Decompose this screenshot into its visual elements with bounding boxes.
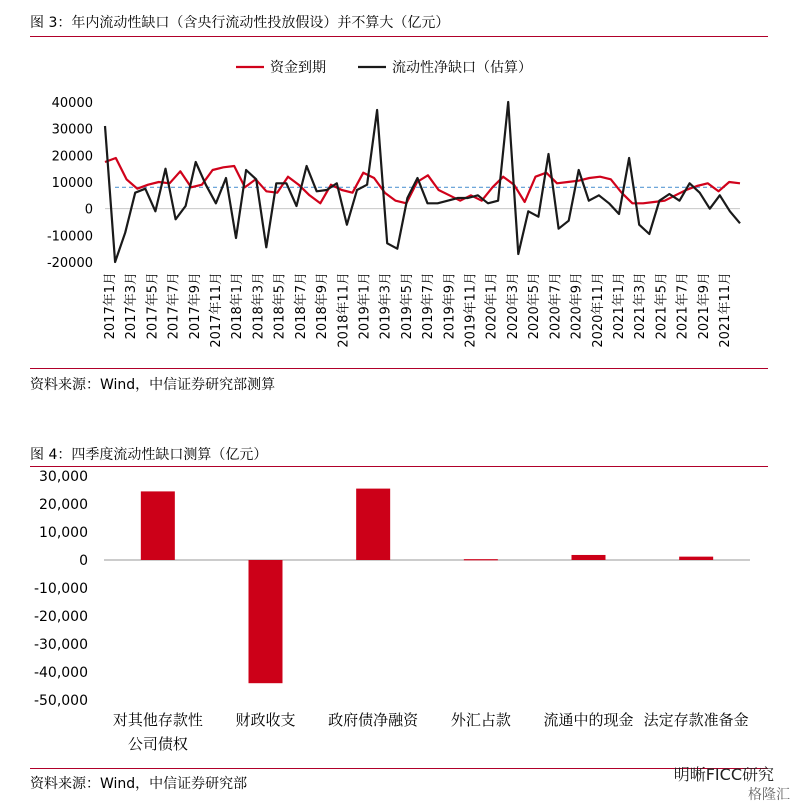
x-tick-label: 2021年5月 bbox=[654, 272, 670, 340]
bar bbox=[141, 491, 175, 560]
watermark-brand: 明晰FICC研究 bbox=[673, 765, 774, 784]
x-tick-label: 2020年9月 bbox=[569, 272, 585, 340]
x-tick-label: 政府债净融资 bbox=[328, 711, 419, 729]
bar bbox=[679, 557, 713, 560]
x-tick-label: 2021年11月 bbox=[718, 272, 733, 348]
x-tick-label: 2021年7月 bbox=[675, 272, 691, 340]
x-tick-label: 财政收支 bbox=[235, 711, 296, 729]
y-tick-label: 30,000 bbox=[39, 469, 88, 485]
y-tick-label: 30000 bbox=[51, 122, 93, 138]
y-tick-label: 40000 bbox=[51, 96, 93, 111]
bar bbox=[572, 555, 606, 560]
x-tick-label: 对其他存款性 bbox=[112, 711, 203, 729]
x-tick-label: 2019年9月 bbox=[442, 271, 458, 340]
bar-chart bbox=[0, 468, 804, 768]
watermark-sub: 格隆汇 bbox=[748, 787, 790, 803]
y-tick-label: 10,000 bbox=[39, 525, 88, 541]
x-tick-label: 2017年9月 bbox=[187, 272, 203, 340]
x-tick-label: 流通中的现金 bbox=[543, 711, 634, 729]
bar bbox=[464, 559, 498, 560]
x-tick-label: 2018年3月 bbox=[251, 272, 267, 340]
x-tick-label: 2019年3月 bbox=[378, 272, 394, 340]
x-tick-label: 2018年7月 bbox=[293, 272, 309, 340]
x-tick-label: 外汇占款 bbox=[450, 711, 511, 729]
figure3-top-rule bbox=[30, 36, 768, 37]
y-tick-label: 20,000 bbox=[39, 497, 88, 513]
x-tick-label: 2017年5月 bbox=[145, 272, 161, 340]
y-tick-label: -20000 bbox=[46, 256, 93, 271]
figure4-bottom-rule bbox=[30, 768, 768, 769]
x-tick-label: 2020年1月 bbox=[484, 271, 500, 340]
figure4-source: 资料来源：Wind，中信证券研究部 bbox=[30, 776, 248, 792]
x-tick-label: 2021年3月 bbox=[633, 272, 649, 340]
bar bbox=[249, 560, 283, 683]
x-tick-label: 公司债权 bbox=[127, 735, 188, 753]
x-tick-label: 2018年1月 bbox=[230, 272, 246, 340]
y-tick-label: -40,000 bbox=[33, 665, 88, 681]
x-tick-label: 2017年3月 bbox=[124, 272, 140, 340]
x-tick-label: 2017年7月 bbox=[166, 272, 182, 340]
bar bbox=[356, 489, 390, 560]
y-tick-label: -50,000 bbox=[33, 693, 88, 709]
y-tick-label: 0 bbox=[84, 202, 93, 218]
figure3-title: 图 3：年内流动性缺口（含央行流动性投放假设）并不算大（亿元） bbox=[30, 15, 450, 31]
y-tick-label: 0 bbox=[79, 553, 88, 569]
x-tick-label: 2018年11月 bbox=[336, 272, 352, 348]
y-tick-label: -30,000 bbox=[33, 637, 88, 653]
series-line-2 bbox=[105, 102, 740, 262]
legend-label-2: 流动性净缺口（估算） bbox=[392, 60, 532, 76]
x-tick-label: 2021年9月 bbox=[696, 272, 712, 340]
x-tick-label: 2020年3月 bbox=[505, 272, 521, 340]
figure3-source: 资料来源：Wind，中信证券研究部测算 bbox=[30, 377, 276, 393]
x-tick-label: 2019年7月 bbox=[421, 272, 437, 340]
x-tick-label: 2018年9月 bbox=[315, 272, 331, 340]
legend-label-1: 资金到期 bbox=[270, 60, 326, 76]
x-tick-label: 2019年1月 bbox=[357, 272, 373, 340]
x-tick-label: 法定存款准备金 bbox=[643, 711, 749, 729]
figure4-title: 图 4：四季度流动性缺口测算（亿元） bbox=[30, 447, 268, 463]
y-tick-label: -10,000 bbox=[33, 581, 88, 597]
x-tick-label: 2021年1月 bbox=[611, 272, 627, 340]
x-tick-label: 2019年11月 bbox=[463, 271, 479, 348]
y-tick-label: 10000 bbox=[51, 176, 93, 191]
x-tick-label: 2018年5月 bbox=[272, 272, 288, 340]
series-line-1 bbox=[105, 158, 740, 203]
x-tick-label: 2020年11月 bbox=[590, 272, 606, 348]
x-tick-label: 2020年7月 bbox=[548, 272, 564, 340]
y-tick-label: -10000 bbox=[46, 229, 93, 245]
figure4-top-rule bbox=[30, 466, 768, 467]
x-tick-label: 2017年11月 bbox=[209, 272, 225, 348]
y-tick-label: 20000 bbox=[51, 149, 93, 165]
x-tick-label: 2017年1月 bbox=[103, 272, 118, 340]
line-chart bbox=[0, 40, 804, 400]
figure3-bottom-rule bbox=[30, 368, 768, 369]
x-tick-label: 2019年5月 bbox=[399, 272, 415, 340]
x-tick-label: 2020年5月 bbox=[527, 272, 543, 340]
y-tick-label: -20,000 bbox=[33, 609, 88, 625]
